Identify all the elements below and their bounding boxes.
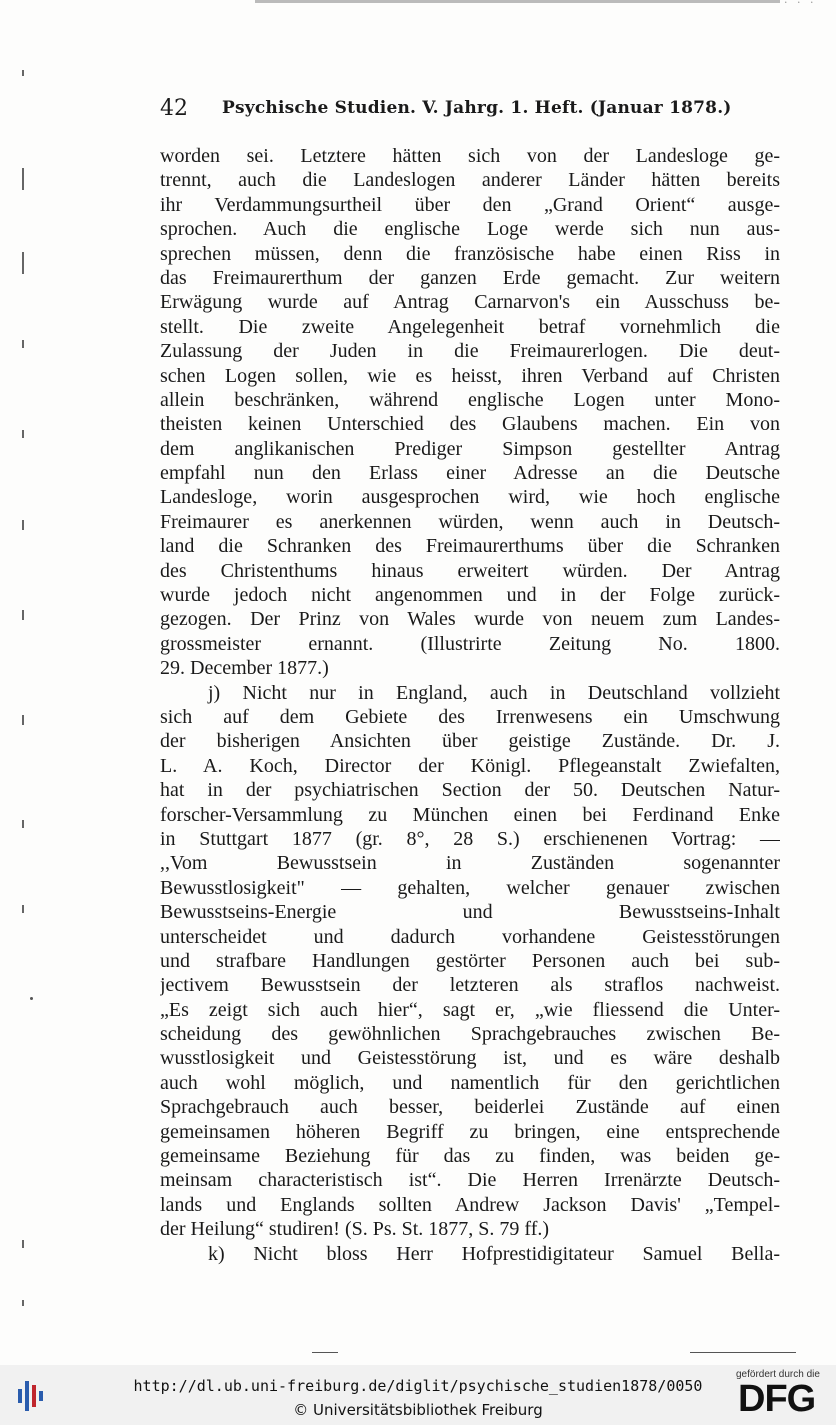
text-line: wusstlosigkeit und Geistesstörung ist, und es wäre deshalb: [160, 1047, 780, 1070]
text-line: ,,Vom Bewusstsein in Zuständen sogenannter: [160, 852, 780, 875]
text-line: gemeinsamen höheren Begriff zu bringen, eine entsprechende: [160, 1120, 780, 1143]
copyright-notice: © Universitätsbibliothek Freiburg: [293, 1401, 543, 1419]
text-line: Erwägung wurde auf Antrag Carnarvon's ein Ausschuss be-: [160, 291, 780, 314]
text-line: jectivem Bewusstsein der letzteren als straflos nachweist.: [160, 974, 780, 997]
edge-mark: [22, 340, 24, 348]
edge-mark: [22, 1240, 24, 1248]
top-corner-marks: · · ·: [784, 0, 817, 9]
text-line: forscher-Versammlung zu München einen bei Ferdinand Enke: [160, 803, 780, 826]
text-line: das Freimaurerthum der ganzen Erde gemacht. Zur weitern: [160, 266, 780, 289]
text-line: scheidung des gewöhnlichen Sprachgebrauches zwischen Be-: [160, 1023, 780, 1046]
footer-rule: [312, 1352, 338, 1353]
text-line: ihr Verdammungsurtheil über den „Grand Orient“ ausge-: [160, 193, 780, 216]
edge-mark: [22, 252, 24, 274]
text-line: land die Schranken des Freimaurerthums über die Schranken: [160, 535, 780, 558]
running-head: Psychische Studien. V. Jahrg. 1. Heft. (Januar 1878.): [222, 98, 732, 118]
edge-mark: [22, 70, 24, 76]
text-line: theisten keinen Unterschied des Glaubens machen. Ein von: [160, 413, 780, 436]
body-text: [160, 144, 780, 1266]
edge-mark: [22, 520, 24, 530]
edge-mark: [22, 905, 24, 913]
text-line: k) Nicht bloss Herr Hofprestidigitateur Samuel Bella-: [208, 1242, 780, 1265]
text-line: wurde jedoch nicht angenommen und in der Folge zurück-: [160, 584, 780, 607]
text-line: Bewusstseins-Energie und Bewusstseins-Inhalt: [160, 901, 780, 924]
text-line: trennt, auch die Landeslogen anderer Länder hätten bereits: [160, 169, 780, 192]
text-line: Landesloge, worin ausgesprochen wird, wie hoch englische: [160, 486, 780, 509]
text-line: unterscheidet und dadurch vorhandene Geistesstörungen: [160, 925, 780, 948]
text-line: Sprachgebrauch auch besser, beiderlei Zustände auf einen: [160, 1096, 780, 1119]
edge-mark: [22, 168, 24, 190]
edge-mark: [22, 820, 24, 828]
text-line: gezogen. Der Prinz von Wales wurde von neuem zum Landes-: [160, 608, 780, 631]
dfg-logo: DFG: [738, 1378, 816, 1420]
page-number: 42: [160, 96, 188, 121]
edge-mark: [30, 997, 33, 1000]
edge-mark: [22, 610, 24, 620]
text-line: stellt. Die zweite Angelegenheit betraf vornehmlich die: [160, 315, 780, 338]
text-line: gemeinsame Beziehung für das zu finden, was beiden ge-: [160, 1145, 780, 1168]
text-line: sprochen. Auch die englische Loge werde sich nun aus-: [160, 218, 780, 241]
edge-mark: [22, 430, 24, 438]
text-line: auch wohl möglich, und namentlich für den gerichtlichen: [160, 1071, 780, 1094]
text-line: lands und Englands sollten Andrew Jackson Davis' „Tempel-: [160, 1193, 780, 1216]
sponsor-tagline: gefördert durch die: [736, 1369, 820, 1380]
library-footer: [0, 1365, 836, 1425]
text-line: der Heilung“ studiren! (S. Ps. St. 1877, S. 79 ff.): [160, 1218, 550, 1241]
text-line: L. A. Koch, Director der Königl. Pflegeanstalt Zwiefalten,: [160, 754, 780, 777]
footer-rule: [690, 1352, 796, 1353]
text-line: hat in der psychiatrischen Section der 50. Deutschen Natur-: [160, 779, 780, 802]
text-line: allein beschränken, während englische Logen unter Mono-: [160, 388, 780, 411]
text-line: empfahl nun den Erlass einer Adresse an die Deutsche: [160, 462, 780, 485]
text-line: 29. December 1877.): [160, 657, 329, 680]
text-line: sprechen müssen, denn die französische habe einen Riss in: [160, 242, 780, 265]
text-line: worden sei. Letztere hätten sich von der Landesloge ge-: [160, 145, 780, 167]
digital-copy-link[interactable]: http://dl.ub.uni-freiburg.de/diglit/psychische_studien1878/0050: [133, 1377, 703, 1395]
text-line: des Christenthums hinaus erweitert würden. Der Antrag: [160, 559, 780, 582]
edge-mark: [22, 715, 24, 725]
text-line: der bisherigen Ansichten über geistige Zustände. Dr. J.: [160, 730, 780, 753]
text-line: und strafbare Handlungen gestörter Personen auch bei sub-: [160, 949, 780, 972]
edge-mark: [22, 1300, 24, 1306]
top-rule: [255, 0, 780, 3]
text-line: Bewusstlosigkeit" — gehalten, welcher genauer zwischen: [160, 876, 780, 899]
text-line: j) Nicht nur in England, auch in Deutschland vollzieht: [208, 681, 780, 704]
text-line: in Stuttgart 1877 (gr. 8°, 28 S.) erschienenen Vortrag: —: [160, 827, 780, 850]
text-line: grossmeister ernannt. (Illustrirte Zeitung No. 1800.: [160, 632, 780, 655]
running-header: [160, 96, 775, 126]
text-line: Freimaurer es anerkennen würden, wenn auch in Deutsch-: [160, 510, 780, 533]
text-line: dem anglikanischen Prediger Simpson gestellter Antrag: [160, 437, 780, 460]
text-line: „Es zeigt sich auch hier“, sagt er, „wie fliessend die Unter-: [160, 998, 780, 1021]
text-line: Zulassung der Juden in die Freimaurerlogen. Die deut-: [160, 340, 780, 363]
text-line: schen Logen sollen, wie es heisst, ihren Verband auf Christen: [160, 364, 780, 387]
text-line: meinsam characteristisch ist“. Die Herren Irrenärzte Deutsch-: [160, 1169, 780, 1192]
text-line: sich auf dem Gebiete des Irrenwesens ein Umschwung: [160, 705, 780, 728]
